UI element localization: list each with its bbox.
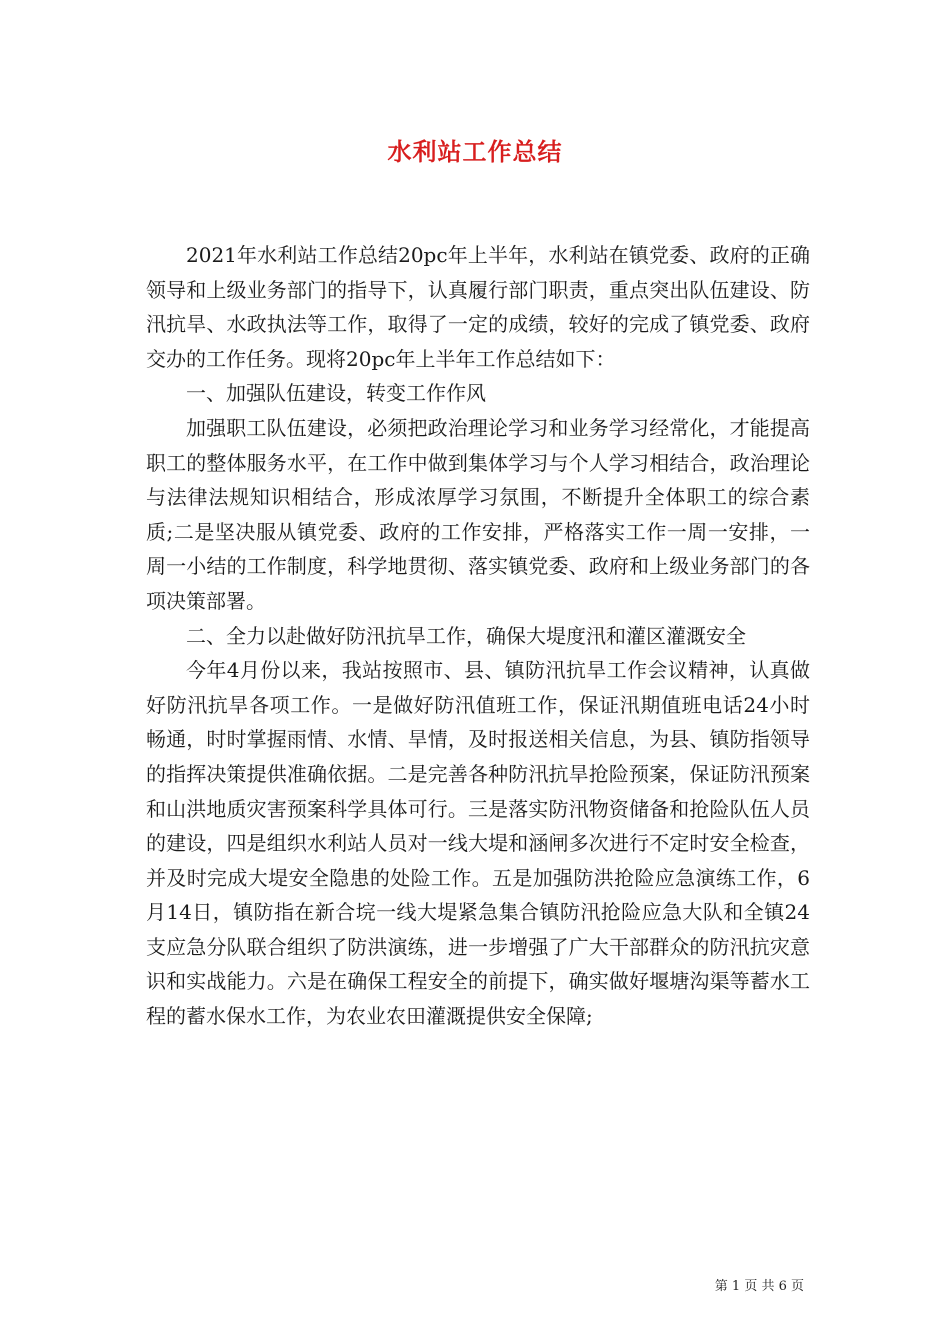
paragraph-section-2: 今年4月份以来，我站按照市、县、镇防汛抗旱工作会议精神，认真做好防汛抗旱各项工作。一是做好防汛值班工作，保证汛期值班电话24小时畅通，时时掌握雨情、水情、旱情，及时报送相关信息，为县、镇防指领导的指挥决策提供准确依据。二是完善各种防汛抗旱抢险预案，保证防汛预案和山洪地质灾害预案科学具体可行。三是落实防汛物资储备和抢险队伍人员的建设，四是组织水利站人员对一线大堤和涵闸多次进行不定时安全检查，并及时完成大堤安全隐患的处险工作。五是加强防洪抢险应急演练工作，6月14日，镇防指在新合垸一线大堤紧急集合镇防汛抢险应急大队和全镇24支应急分队联合组织了防洪演练，进一步增强了广大干部群众的防汛抗灾意识和实战能力。六是在确保工程安全的前提下，确实做好堰塘沟渠等蓄水工程的蓄水保水工作，为农业农田灌溉提供安全保障; (146, 658, 810, 1029)
section-heading-1: 一、加强队伍建设，转变工作作风 (186, 381, 486, 406)
paragraph-section-1: 加强职工队伍建设，必须把政治理论学习和业务学习经常化，才能提高职工的整体服务水平，在工作中做到集体学习与个人学习相结合，政治理论与法律法规知识相结合，形成浓厚学习氛围，不断提升全体职工的综合素质;二是坚决服从镇党委、政府的工作安排，严格落实工作一周一安排，一周一小结的工作制度，科学地贯彻、落实镇党委、政府和上级业务部门的各项决策部署。 (146, 415, 810, 613)
document-title: 水利站工作总结 (387, 138, 563, 166)
section-heading-2: 二、全力以赴做好防汛抗旱工作，确保大堤度汛和灌区灌溉安全 (186, 623, 746, 648)
document-body (146, 238, 810, 1034)
page-number: 第 1 页 共 6 页 (714, 1279, 804, 1294)
paragraph-intro: 2021年水利站工作总结20pc年上半年，水利站在镇党委、政府的正确领导和上级业务部门的指导下，认真履行部门职责，重点突出队伍建设、防汛抗旱、水政执法等工作，取得了一定的成绩，较好的完成了镇党委、政府交办的工作任务。现将20pc年上半年工作总结如下： (146, 243, 810, 371)
